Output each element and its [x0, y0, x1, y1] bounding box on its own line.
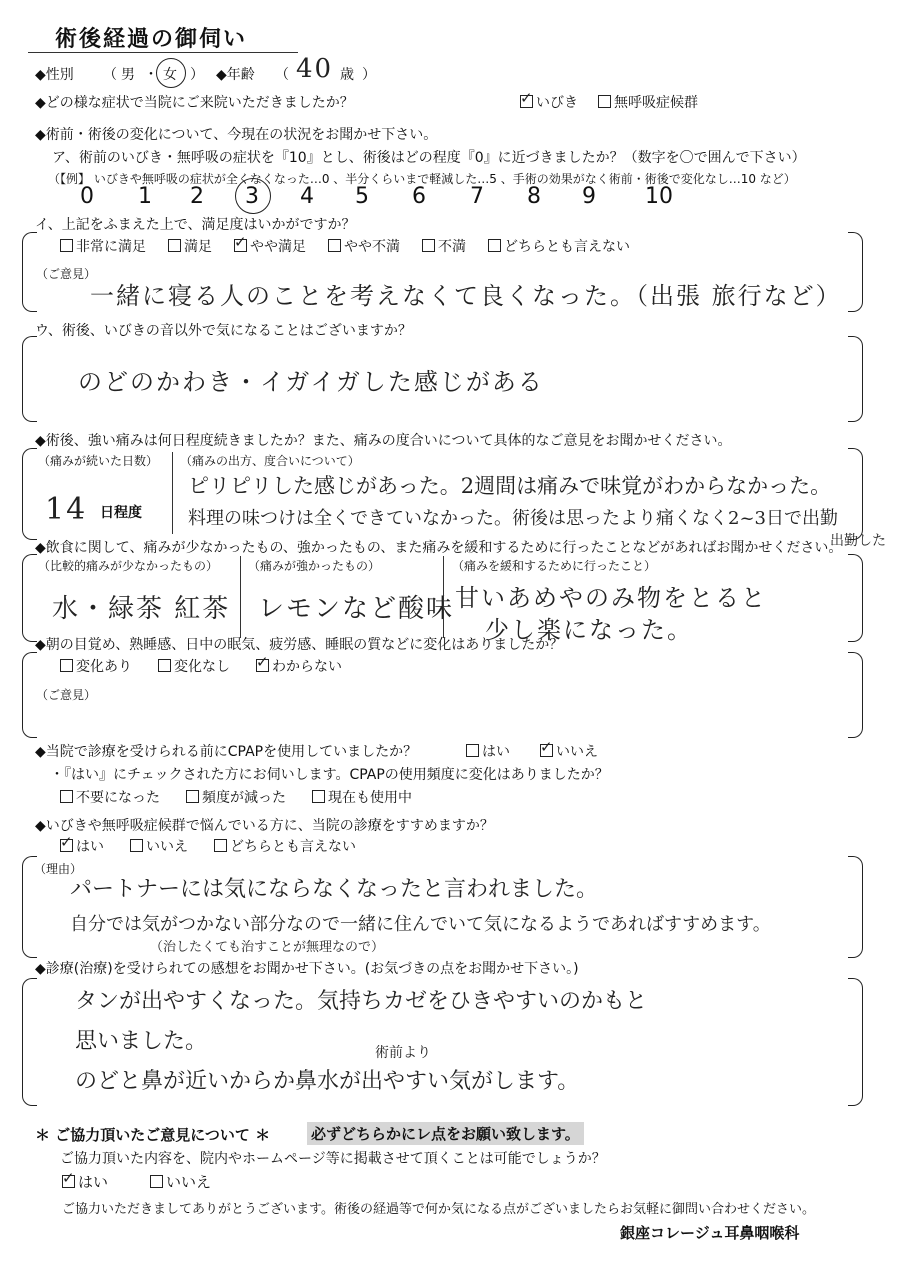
change-subquestion: ア、術前のいびき・無呼吸の症状を『10』とし、術後はどの程度『0』に近づきましたか？（数字を〇で囲んで下さい）	[52, 150, 806, 166]
selected-circle-mark	[235, 178, 271, 214]
pain-degree-line1: ピリピリした感じがあった。2週間は痛みで味覚がわからなかった。	[188, 474, 832, 498]
age-value[interactable]: 40	[296, 54, 334, 84]
symptom-option-apnea: 無呼吸症候群	[614, 95, 698, 111]
checkbox-morning-0[interactable]	[60, 659, 73, 672]
impression-question: ◆診療(治療)を受けられての感想をお聞かせ下さい。(お気づきの点をお聞かせ下さい。)	[35, 961, 579, 977]
title-underline	[28, 52, 298, 53]
checkbox-satisfaction-0[interactable]	[60, 239, 73, 252]
checkbox-recommend-0[interactable]	[60, 839, 73, 852]
cpap-options	[60, 787, 438, 807]
bracket-left	[22, 336, 37, 422]
recommend-options	[60, 836, 382, 856]
satisfaction-option-label: やや満足	[250, 239, 306, 255]
morning-option-label: 変化あり	[76, 659, 132, 675]
age-label: ◆年齢	[216, 67, 255, 83]
cpap-frequency-option-0[interactable]	[60, 790, 160, 806]
bracket-right	[848, 336, 863, 422]
cpap-subquestion: ・『はい』にチェックされた方にお伺いします。CPAPの使用頻度に変化はありましたか？	[50, 767, 609, 783]
satisfaction-opinion: 一緒に寝る人のことを考えなくて良くなった。（出張 旅行など）	[90, 282, 842, 310]
page-title: 術後経過の御伺い	[55, 27, 248, 52]
recommend-option-2[interactable]	[214, 839, 356, 855]
cpap-question: ◆当院で診療を受けられる前にCPAPを使用していましたか？	[35, 744, 418, 760]
checkbox-cpap-no[interactable]	[540, 744, 553, 757]
recommend-option-label: いいえ	[146, 839, 188, 855]
checkbox-publish-no[interactable]	[150, 1175, 163, 1188]
female-circle-mark	[156, 58, 186, 88]
scale-number-0[interactable]: 0	[80, 184, 94, 209]
cpap-frequency-option-1[interactable]	[186, 790, 286, 806]
symptom-question: ◆どの様な症状で当院にご来院いただきましたか？	[35, 95, 354, 111]
satisfaction-option-label: やや不満	[344, 239, 400, 255]
scale-number-2[interactable]: 2	[190, 184, 204, 209]
footer-thanks: ご協力いただきましてありがとうございます。術後の経過等で何か気になる点がございましたらお気軽に御問い合わせください。	[62, 1202, 815, 1217]
footer-question: ご協力頂いた内容を、院内やホームページ等に掲載させて頂くことは可能でしょうか？	[60, 1151, 606, 1167]
morning-option-label: わからない	[272, 659, 342, 675]
recommend-option-0[interactable]	[60, 839, 104, 855]
recommend-reason-line2: 自分では気がつかない部分なので一緒に住んでいて気になるようであればすすめます。	[70, 914, 771, 935]
food-divider-2	[443, 556, 444, 638]
bracket-left	[22, 978, 37, 1106]
satisfaction-options	[60, 236, 652, 256]
food-strong-label: （痛みが強かったもの）	[248, 559, 381, 573]
satisfaction-option-5[interactable]	[488, 239, 630, 255]
gender-label: ◆性別	[35, 67, 74, 83]
checkbox-recommend-2[interactable]	[214, 839, 227, 852]
publish-no: いいえ	[166, 1173, 212, 1191]
scale-number-4[interactable]: 4	[300, 184, 314, 209]
other-answer: のどのかわき・イガイガした感じがある	[78, 368, 544, 396]
satisfaction-option-4[interactable]	[422, 239, 466, 255]
recommend-reason-note: （治したくても治すことが無理なので）	[150, 940, 385, 955]
bracket-left	[22, 652, 37, 738]
cpap-no: いいえ	[556, 744, 598, 760]
pain-days-label: （痛みが続いた日数）	[38, 454, 159, 468]
bracket-right	[848, 978, 863, 1106]
scale-number-8[interactable]: 8	[527, 184, 541, 209]
morning-option-2[interactable]	[256, 659, 342, 675]
cpap-yes: はい	[482, 744, 510, 760]
satisfaction-option-3[interactable]	[328, 239, 400, 255]
checkbox-cpap-yes[interactable]	[466, 744, 479, 757]
cpap-frequency-option-label: 現在も使用中	[328, 790, 412, 806]
food-less: 水・緑茶 紅茶	[52, 594, 231, 624]
checkbox-satisfaction-3[interactable]	[328, 239, 341, 252]
checkbox-snoring[interactable]	[520, 95, 533, 108]
morning-options	[60, 656, 368, 676]
checkbox-cpap-frequency-2[interactable]	[312, 790, 325, 803]
satisfaction-option-label: 非常に満足	[76, 239, 146, 255]
impression-line1: タンが出やすくなった。気持ちカゼをひきやすいのかもと	[75, 989, 648, 1014]
checkbox-cpap-frequency-0[interactable]	[60, 790, 73, 803]
recommend-reason-label: （理由）	[34, 862, 83, 876]
morning-option-label: 変化なし	[174, 659, 230, 675]
other-question: ウ、術後、いびきの音以外で気になることはございますか？	[35, 323, 412, 339]
bracket-left	[22, 554, 37, 642]
morning-question: ◆朝の目覚め、熟睡感、日中の眠気、疲労感、睡眠の質などに変化はありましたか？	[35, 637, 564, 653]
checkbox-satisfaction-5[interactable]	[488, 239, 501, 252]
satisfaction-option-label: どちらとも言えない	[504, 239, 630, 255]
scale-number-3[interactable]: 3	[245, 184, 259, 209]
bracket-left	[22, 448, 37, 540]
satisfaction-question: イ、上記をふまえた上で、満足度はいかがですか？	[35, 217, 356, 233]
checkbox-satisfaction-4[interactable]	[422, 239, 435, 252]
food-less-label: （比較的痛みが少なかったもの）	[38, 559, 219, 573]
food-strong: レモンなど酸味	[258, 594, 455, 624]
morning-opinion-label: （ご意見）	[36, 688, 97, 702]
scale-number-7[interactable]: 7	[470, 184, 484, 209]
checkbox-publish-yes[interactable]	[62, 1175, 75, 1188]
clinic-name: 銀座コレージュ耳鼻咽喉科	[620, 1224, 800, 1242]
change-example: （【例】 いびきや無呼吸の症状が全くなくなった…0 、半分くらいまで軽減した…5 、手術の効果がなく術前・術後で変化なし…10 など）	[48, 172, 796, 186]
gender-female[interactable]: 女	[163, 67, 177, 83]
recommend-question: ◆いびきや無呼吸症候群で悩んでいる方に、当院の診療をすすめますか？	[35, 818, 494, 834]
checkbox-satisfaction-1[interactable]	[168, 239, 181, 252]
morning-option-0[interactable]	[60, 659, 132, 675]
checkbox-satisfaction-2[interactable]	[234, 239, 247, 252]
cpap-frequency-option-label: 不要になった	[76, 790, 160, 806]
cpap-frequency-option-2[interactable]	[312, 790, 412, 806]
scale-number-5[interactable]: 5	[355, 184, 369, 209]
footer-notice: 必ずどちらかにレ点をお願い致します。	[307, 1122, 584, 1145]
bracket-right	[848, 554, 863, 642]
satisfaction-option-label: 満足	[184, 239, 212, 255]
bracket-right	[848, 448, 863, 540]
food-relief-line1: 甘いあめやのみ物をとると	[455, 584, 767, 612]
publish-yes: はい	[78, 1173, 109, 1191]
pain-question: ◆術後、強い痛みは何日程度続きましたか？また、痛みの度合いについて具体的なご意見をお聞かせください。	[35, 433, 732, 449]
footer-heading: ＊ ご協力頂いたご意見について ＊	[35, 1126, 271, 1144]
recommend-reason-line1: パートナーには気にならなくなったと言われました。	[70, 877, 599, 902]
checkbox-morning-1[interactable]	[158, 659, 171, 672]
checkbox-apnea[interactable]	[598, 95, 611, 108]
scale-number-6[interactable]: 6	[412, 184, 426, 209]
checkbox-recommend-1[interactable]	[130, 839, 143, 852]
recommend-option-label: はい	[76, 839, 104, 855]
food-question: ◆飲食に関して、痛みが少なかったもの、強かったもの、また痛みを緩和するために行ったことなどがあればお聞かせください。	[35, 540, 843, 556]
satisfaction-opinion-label: （ご意見）	[36, 267, 97, 281]
bracket-right	[848, 232, 863, 312]
bracket-left	[22, 232, 37, 312]
scale-number-9[interactable]: 9	[582, 184, 596, 209]
satisfaction-option-label: 不満	[438, 239, 466, 255]
cpap-frequency-option-label: 頻度が減った	[202, 790, 286, 806]
checkbox-cpap-frequency-1[interactable]	[186, 790, 199, 803]
symptom-option-snoring: いびき	[536, 95, 578, 111]
pain-days-unit: 日程度	[100, 505, 142, 521]
satisfaction-option-2[interactable]	[234, 239, 306, 255]
gender-male[interactable]: 男	[121, 67, 135, 83]
recommend-option-1[interactable]	[130, 839, 188, 855]
pain-degree-line2: 料理の味つけは全くできていなかった。術後は思ったより痛くなく2~3日で出勤	[188, 508, 838, 529]
recommend-option-label: どちらとも言えない	[230, 839, 356, 855]
pain-degree-tail: 出勤した	[830, 533, 886, 549]
impression-line3: のどと鼻が近いからか鼻水が出やすい気がします。	[75, 1069, 580, 1094]
pain-degree-label: （痛みの出方、度合いについて）	[180, 454, 360, 468]
change-question: ◆術前・術後の変化について、今現在の状況をお聞かせ下さい。	[35, 127, 438, 143]
impression-line2: 思いました。	[75, 1029, 208, 1054]
morning-option-1[interactable]	[158, 659, 230, 675]
satisfaction-option-1[interactable]	[168, 239, 212, 255]
bracket-right	[848, 652, 863, 738]
pain-divider	[172, 452, 173, 534]
age-unit: 歳	[340, 67, 354, 83]
bracket-right	[848, 856, 863, 958]
food-divider-1	[240, 556, 241, 638]
checkbox-morning-2[interactable]	[256, 659, 269, 672]
impression-note: 術前より	[375, 1045, 431, 1061]
food-relief-line2: 少し楽になった。	[485, 616, 693, 644]
scale-number-1[interactable]: 1	[138, 184, 152, 209]
food-relief-label: （痛みを緩和するために行ったこと）	[452, 559, 657, 573]
scale-number-10[interactable]: 10	[645, 184, 673, 209]
pain-days-value: 14	[45, 492, 88, 527]
satisfaction-option-0[interactable]	[60, 239, 146, 255]
